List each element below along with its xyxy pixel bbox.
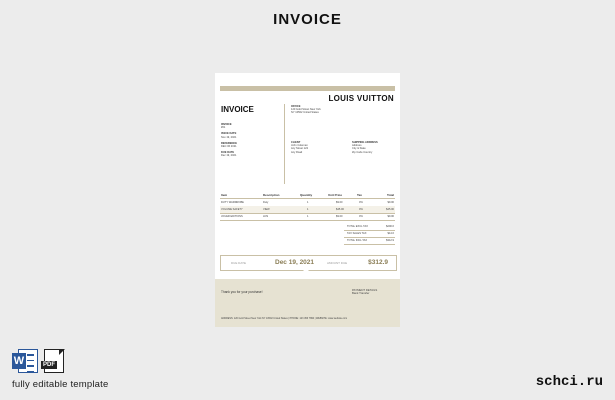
invoice-preview	[215, 73, 400, 327]
accent-bar	[220, 86, 395, 91]
site-watermark: schci.ru	[535, 374, 603, 390]
quantity-cell: 1	[307, 208, 309, 211]
column-header: Description	[263, 193, 280, 197]
shipping-line: Zip Code Country	[352, 150, 373, 154]
total-cell: $9.00	[387, 201, 394, 204]
unit-price-cell: $9.00	[336, 215, 343, 218]
tax-label: TAX SALES TAX	[347, 232, 367, 235]
payment-details	[352, 289, 377, 296]
due-date-label: DUE DATE	[221, 151, 235, 155]
shipping-label: SHIPPING ADDRESS	[352, 141, 378, 144]
tax-cell: 0%	[359, 208, 363, 211]
from-line: 120 Gold Street New York	[291, 108, 321, 112]
tax-value: $14.6	[387, 232, 394, 235]
column-header: Quantity	[300, 193, 313, 197]
due-small-label: DUE DATE	[231, 261, 246, 265]
description-cell: LDS	[263, 215, 269, 218]
from-label: OFFICE	[291, 105, 301, 108]
client-line: John Coleman	[291, 144, 308, 148]
invoice-number-label: INVOICE	[221, 123, 232, 126]
description-cell: Duty	[263, 201, 269, 204]
client-line: Acy Street 122	[291, 147, 309, 151]
shipping-line: Address	[352, 144, 362, 148]
issue-date: Nov 19, 2021	[221, 135, 237, 139]
shipping-line: City & State	[352, 147, 366, 151]
total-cell: $9.00	[387, 215, 394, 218]
from-line: NY 10502 United States	[291, 111, 319, 115]
unit-price-cell: $9.00	[336, 201, 343, 204]
item-cell: JOUER EDITIONS	[221, 215, 243, 218]
column-header: Tax	[357, 193, 362, 197]
client-line: Acy Road	[291, 150, 303, 154]
total-label: TOTAL INCL TAX	[347, 239, 368, 242]
total-row	[344, 237, 395, 245]
client-label: CLIENT	[291, 141, 301, 144]
items-table-header	[220, 192, 395, 199]
item-cell: VOLUME SAFETY	[221, 208, 243, 211]
unit-price-cell: $45.00	[336, 208, 344, 211]
amount-due-large: $312.9	[368, 259, 388, 266]
column-header: Total	[387, 193, 394, 197]
from-block	[291, 105, 321, 115]
issue-date-label: ISSUE DATE	[221, 132, 237, 136]
invoice-title: INVOICE	[221, 105, 254, 114]
pdf-label: PDF	[43, 362, 55, 368]
column-header: Unit Price	[328, 193, 343, 197]
brand-name: LOUIS VUITTON	[328, 94, 394, 103]
reference-label: REFERENCE	[221, 141, 237, 145]
invoice-number: #01	[221, 126, 226, 130]
item-cell: DUTY WARDROBE	[221, 201, 244, 204]
quantity-cell: 1	[307, 215, 309, 218]
column-header: Item	[221, 193, 228, 197]
table-row	[220, 213, 395, 221]
description-cell: VIEW	[263, 208, 270, 211]
client-block	[291, 141, 308, 154]
tax-cell: 0%	[359, 201, 363, 204]
subtotal-label: TOTAL EXCL TAX	[347, 225, 368, 228]
pdf-icon[interactable]	[44, 349, 64, 373]
page-title: INVOICE	[273, 11, 342, 28]
total-cell: $45.00	[386, 208, 394, 211]
divider	[284, 104, 285, 184]
word-letter: W	[13, 355, 25, 367]
tax-cell: 0%	[359, 215, 363, 218]
word-icon[interactable]	[12, 349, 38, 373]
due-date-large: Dec 19, 2021	[275, 259, 315, 266]
subtotal-value: $290.6	[386, 225, 394, 228]
payment-line: PAYMENT DETAILS	[352, 288, 378, 292]
amount-small-label: AMOUNT DUE	[327, 261, 348, 265]
quantity-cell: 1	[307, 201, 309, 204]
shipping-block	[352, 141, 378, 154]
payment-line: Bank Transfer	[352, 291, 370, 296]
due-date-value: Dec 19, 2021	[221, 154, 237, 158]
footer-address: ADDRESS: 120 Gold Street New York NY 10502 United States | PHONE: 123 456 7890 | WEBSITE: www.website.com	[221, 317, 348, 320]
reference-value: DEC 06 2021	[221, 145, 237, 149]
editable-caption: fully editable template	[12, 379, 109, 390]
invoice-meta	[221, 123, 237, 158]
thank-you-note: Thank you for your purchase!	[221, 290, 263, 294]
invoice-footer	[215, 279, 400, 327]
total-value: $312.9	[386, 239, 394, 242]
callout-notch	[302, 269, 310, 273]
